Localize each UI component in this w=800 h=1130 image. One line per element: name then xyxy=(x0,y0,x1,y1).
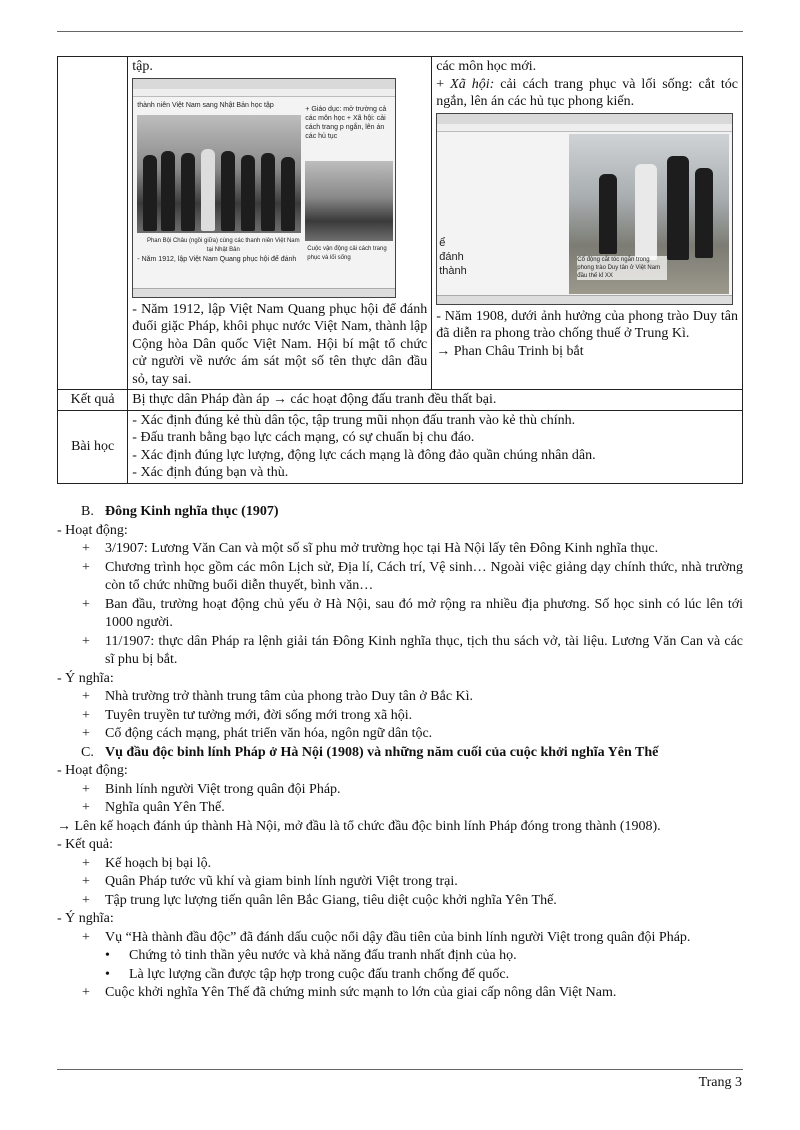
list-item xyxy=(57,799,743,818)
summary-table xyxy=(57,56,743,484)
figure xyxy=(241,155,255,231)
table-row xyxy=(58,57,743,390)
list-item xyxy=(57,725,743,744)
list-item-text: Chương trình học gồm các môn Lịch sử, Địa lí, Cách trí, Vệ sinh… Ngoài việc giảng dạy chính thức, nhà trường còn tổ chức những buổi diễn thuyết, bình văn… xyxy=(105,559,743,593)
y-nghia-label: - Ý nghĩa: xyxy=(57,911,114,926)
empty-cell xyxy=(58,57,128,390)
figure xyxy=(143,155,157,231)
arrow-text: → Lên kế hoạch đánh úp thành Hà Nội, mở đầu là tổ chức đầu độc binh lính Pháp đóng trong thành (1908). xyxy=(57,818,661,834)
plus-marker: + xyxy=(82,541,90,556)
side-caption: Cuộc vận động cải cách trang phục và lối sống xyxy=(307,245,387,261)
bullet-marker: • xyxy=(105,966,110,982)
list-item-text: Cổ động cách mạng, phát triển văn hóa, ngôn ngữ dân tộc. xyxy=(105,726,433,741)
group-photo xyxy=(137,115,301,233)
list-item xyxy=(57,873,743,892)
browser-toolbar xyxy=(133,89,395,97)
list-item-text: Tuyên truyền tư tưởng mới, đời sống mới trong xã hội. xyxy=(105,707,413,723)
section-c-title: Vụ đầu độc binh lính Pháp ở Hà Nội (1908) và những năm cuối của cuộc khởi nghĩa Yên Thế xyxy=(105,744,659,760)
footer-rule xyxy=(57,1069,743,1070)
taskbar xyxy=(437,295,732,304)
plus-marker: + xyxy=(82,726,90,741)
list-item xyxy=(57,929,743,948)
slide-side-text: + Giáo dục: mở trường cả các môn học + Xã hội: cải cách trang p ngắn, lên án các hủ tục xyxy=(305,105,387,140)
figure xyxy=(635,164,657,260)
figure xyxy=(261,153,275,231)
plus-marker: + xyxy=(82,855,90,871)
bullet-item-text: Chứng tỏ tinh thần yêu nước và khả năng đấu tranh nhất định của họ. xyxy=(129,948,517,963)
list-item-text: 3/1907: Lương Văn Can và một số sĩ phu mở trường học tại Hà Nội lấy tên Đông Kinh nghĩa thục. xyxy=(105,541,659,556)
section-b-heading xyxy=(57,503,743,522)
figure xyxy=(181,153,195,231)
slide-caption: Cổ động cắt tóc ngắn trong phong trào Duy tân ở Việt Nam đầu thế kỉ XX xyxy=(577,256,667,280)
left-top-text: tập. xyxy=(132,59,153,74)
list-item-text: Binh lính người Việt trong quân đội Pháp. xyxy=(105,781,341,797)
plus-marker: + xyxy=(82,633,90,649)
figure xyxy=(221,151,235,231)
ket-qua-text: Bị thực dân Pháp đàn áp → các hoạt động đấu tranh đều thất bại. xyxy=(128,390,743,411)
ket-qua-label: - Kết quả: xyxy=(57,837,113,852)
plus-marker: + xyxy=(82,689,90,704)
plus-marker: + xyxy=(82,800,90,815)
bullet-marker: • xyxy=(105,948,110,963)
list-item-text: 11/1907: thực dân Pháp ra lệnh giải tán Đông Kinh nghĩa thục, tịch thu sách vở, tài liệu. Lương Văn Can và các sĩ phu bị bắt. xyxy=(105,633,743,667)
list-item xyxy=(57,540,743,559)
list-item xyxy=(57,781,743,800)
bai-hoc-item: - Xác định đúng bạn và thù. xyxy=(132,465,289,480)
y-nghia-label: - Ý nghĩa: xyxy=(57,670,114,686)
plus-marker: + xyxy=(82,892,90,908)
right-body-text: - Năm 1908, dưới ảnh hưởng của phong trào Duy tân đã diễn ra phong trào chống thuế ở Trung Kì. xyxy=(436,308,738,341)
list-item xyxy=(57,855,743,874)
slide-top-text: thành niên Việt Nam sang Nhật Bản học tập xyxy=(137,101,274,109)
bai-hoc-item: - Xác định đúng lực lượng, động lực cách mạng là đông đảo quần chúng nhân dân. xyxy=(132,447,596,463)
bullet-item-text: Là lực lượng cần được tập hợp trong cuộc đấu tranh chống đế quốc. xyxy=(129,966,510,982)
right-society-text: + Xã hội: cải cách trang phục và lối sống: cắt tóc ngắn, lên án các hủ tục phong kiến. xyxy=(436,76,738,109)
right-arrow-text: → Phan Châu Trinh bị bắt xyxy=(436,343,584,359)
list-item-text: Nghĩa quân Yên Thế. xyxy=(105,800,225,815)
figure xyxy=(201,149,215,231)
page-number: Trang 3 xyxy=(698,1075,742,1090)
list-item xyxy=(57,559,743,596)
list-item xyxy=(57,633,743,670)
bai-hoc-item: - Xác định đúng kẻ thù dân tộc, tập trung mũi nhọn đấu tranh vào kẻ thù chính. xyxy=(132,412,576,428)
taskbar xyxy=(133,288,395,297)
left-content-cell xyxy=(128,57,432,390)
list-item xyxy=(57,892,743,911)
section-b-title: Đông Kinh nghĩa thục (1907) xyxy=(105,504,279,519)
list-item xyxy=(57,596,743,633)
bullet-item xyxy=(57,947,743,966)
right-content-cell xyxy=(432,57,743,390)
side-photo xyxy=(305,161,393,241)
list-item-text: Quân Pháp tước vũ khí và giam binh lính người Việt trong trại. xyxy=(105,874,458,889)
plus-marker: + xyxy=(82,985,90,1000)
plus-marker: + xyxy=(82,596,90,612)
section-c-heading xyxy=(57,744,743,763)
society-label: Xã hội: xyxy=(450,76,495,92)
hoat-dong-label: - Hoạt động: xyxy=(57,763,128,778)
list-item xyxy=(57,707,743,726)
bullet-item xyxy=(57,966,743,985)
slide-left-text: ể đánh thành xyxy=(439,236,467,277)
list-item-text: Kế hoạch bị bại lộ. xyxy=(105,855,212,871)
list-item-text: Tập trung lực lượng tiến quân lên Bắc Giang, tiêu diệt cuộc khởi nghĩa Yên Thế. xyxy=(105,892,557,908)
vn-quang-phuc-screenshot xyxy=(132,78,396,298)
section-marker: B. xyxy=(81,504,94,519)
plus-marker: + xyxy=(82,929,90,945)
table-row xyxy=(58,410,743,483)
bai-hoc-cell xyxy=(128,410,743,483)
right-top-text: các môn học mới. xyxy=(436,59,537,74)
list-item xyxy=(57,984,743,1003)
duy-tan-screenshot xyxy=(436,113,733,305)
plus-marker: + xyxy=(82,707,90,723)
browser-toolbar xyxy=(437,124,732,132)
list-item xyxy=(57,688,743,707)
figure xyxy=(281,157,295,231)
table-row xyxy=(58,390,743,411)
photo-caption: Phan Bội Châu (ngồi giữa) cùng các thanh niên Việt Nam tại Nhật Bản xyxy=(146,237,300,253)
figure xyxy=(695,168,713,258)
society-text: cải cách trang phục và lối sống: cắt tóc ngắn, lên án các hủ tục phong kiến. xyxy=(436,76,738,109)
slide-bottom-text: - Năm 1912, lập Việt Nam Quang phục hội để đánh xyxy=(137,255,297,263)
list-item-text: Vụ “Hà thành đầu độc” đã đánh dấu cuộc nổi dậy đầu tiên của binh lính người Việt trong quân đội Pháp. xyxy=(105,929,691,945)
left-body-text: - Năm 1912, lập Việt Nam Quang phục hội để đánh đuổi giặc Pháp, khôi phục nước Việt Nam, thành lập Cộng hòa Dân quốc Việt Nam. Hội bí mật tổ chức cử người về nước ám sát một số tên thực dân đầu sỏ, tay sai. xyxy=(132,301,428,387)
header-rule xyxy=(57,31,743,32)
bai-hoc-label: Bài học xyxy=(58,410,128,483)
list-item-text: Ban đầu, trường hoạt động chủ yếu ở Hà Nội, sau đó mở rộng ra nhiều địa phương. Số học sinh có lúc lên tới 1000 người. xyxy=(105,596,743,630)
plus-marker: + xyxy=(82,781,90,797)
list-item-text: Cuộc khởi nghĩa Yên Thế đã chứng minh sức mạnh to lớn của giai cấp nông dân Việt Nam. xyxy=(105,985,617,1000)
figure xyxy=(161,151,175,231)
bai-hoc-item: - Đấu tranh bằng bạo lực cách mạng, có sự chuẩn bị chu đáo. xyxy=(132,430,475,445)
document-body xyxy=(57,503,743,1003)
figure xyxy=(599,174,617,254)
ket-qua-label: Kết quả xyxy=(58,390,128,411)
hoat-dong-label: - Hoạt động: xyxy=(57,522,128,538)
list-item-text: Nhà trường trở thành trung tâm của phong trào Duy tân ở Bắc Kì. xyxy=(105,689,474,704)
section-marker: C. xyxy=(81,744,94,760)
plus-marker: + xyxy=(82,559,90,575)
plus-marker: + xyxy=(82,874,90,889)
figure xyxy=(667,156,689,260)
